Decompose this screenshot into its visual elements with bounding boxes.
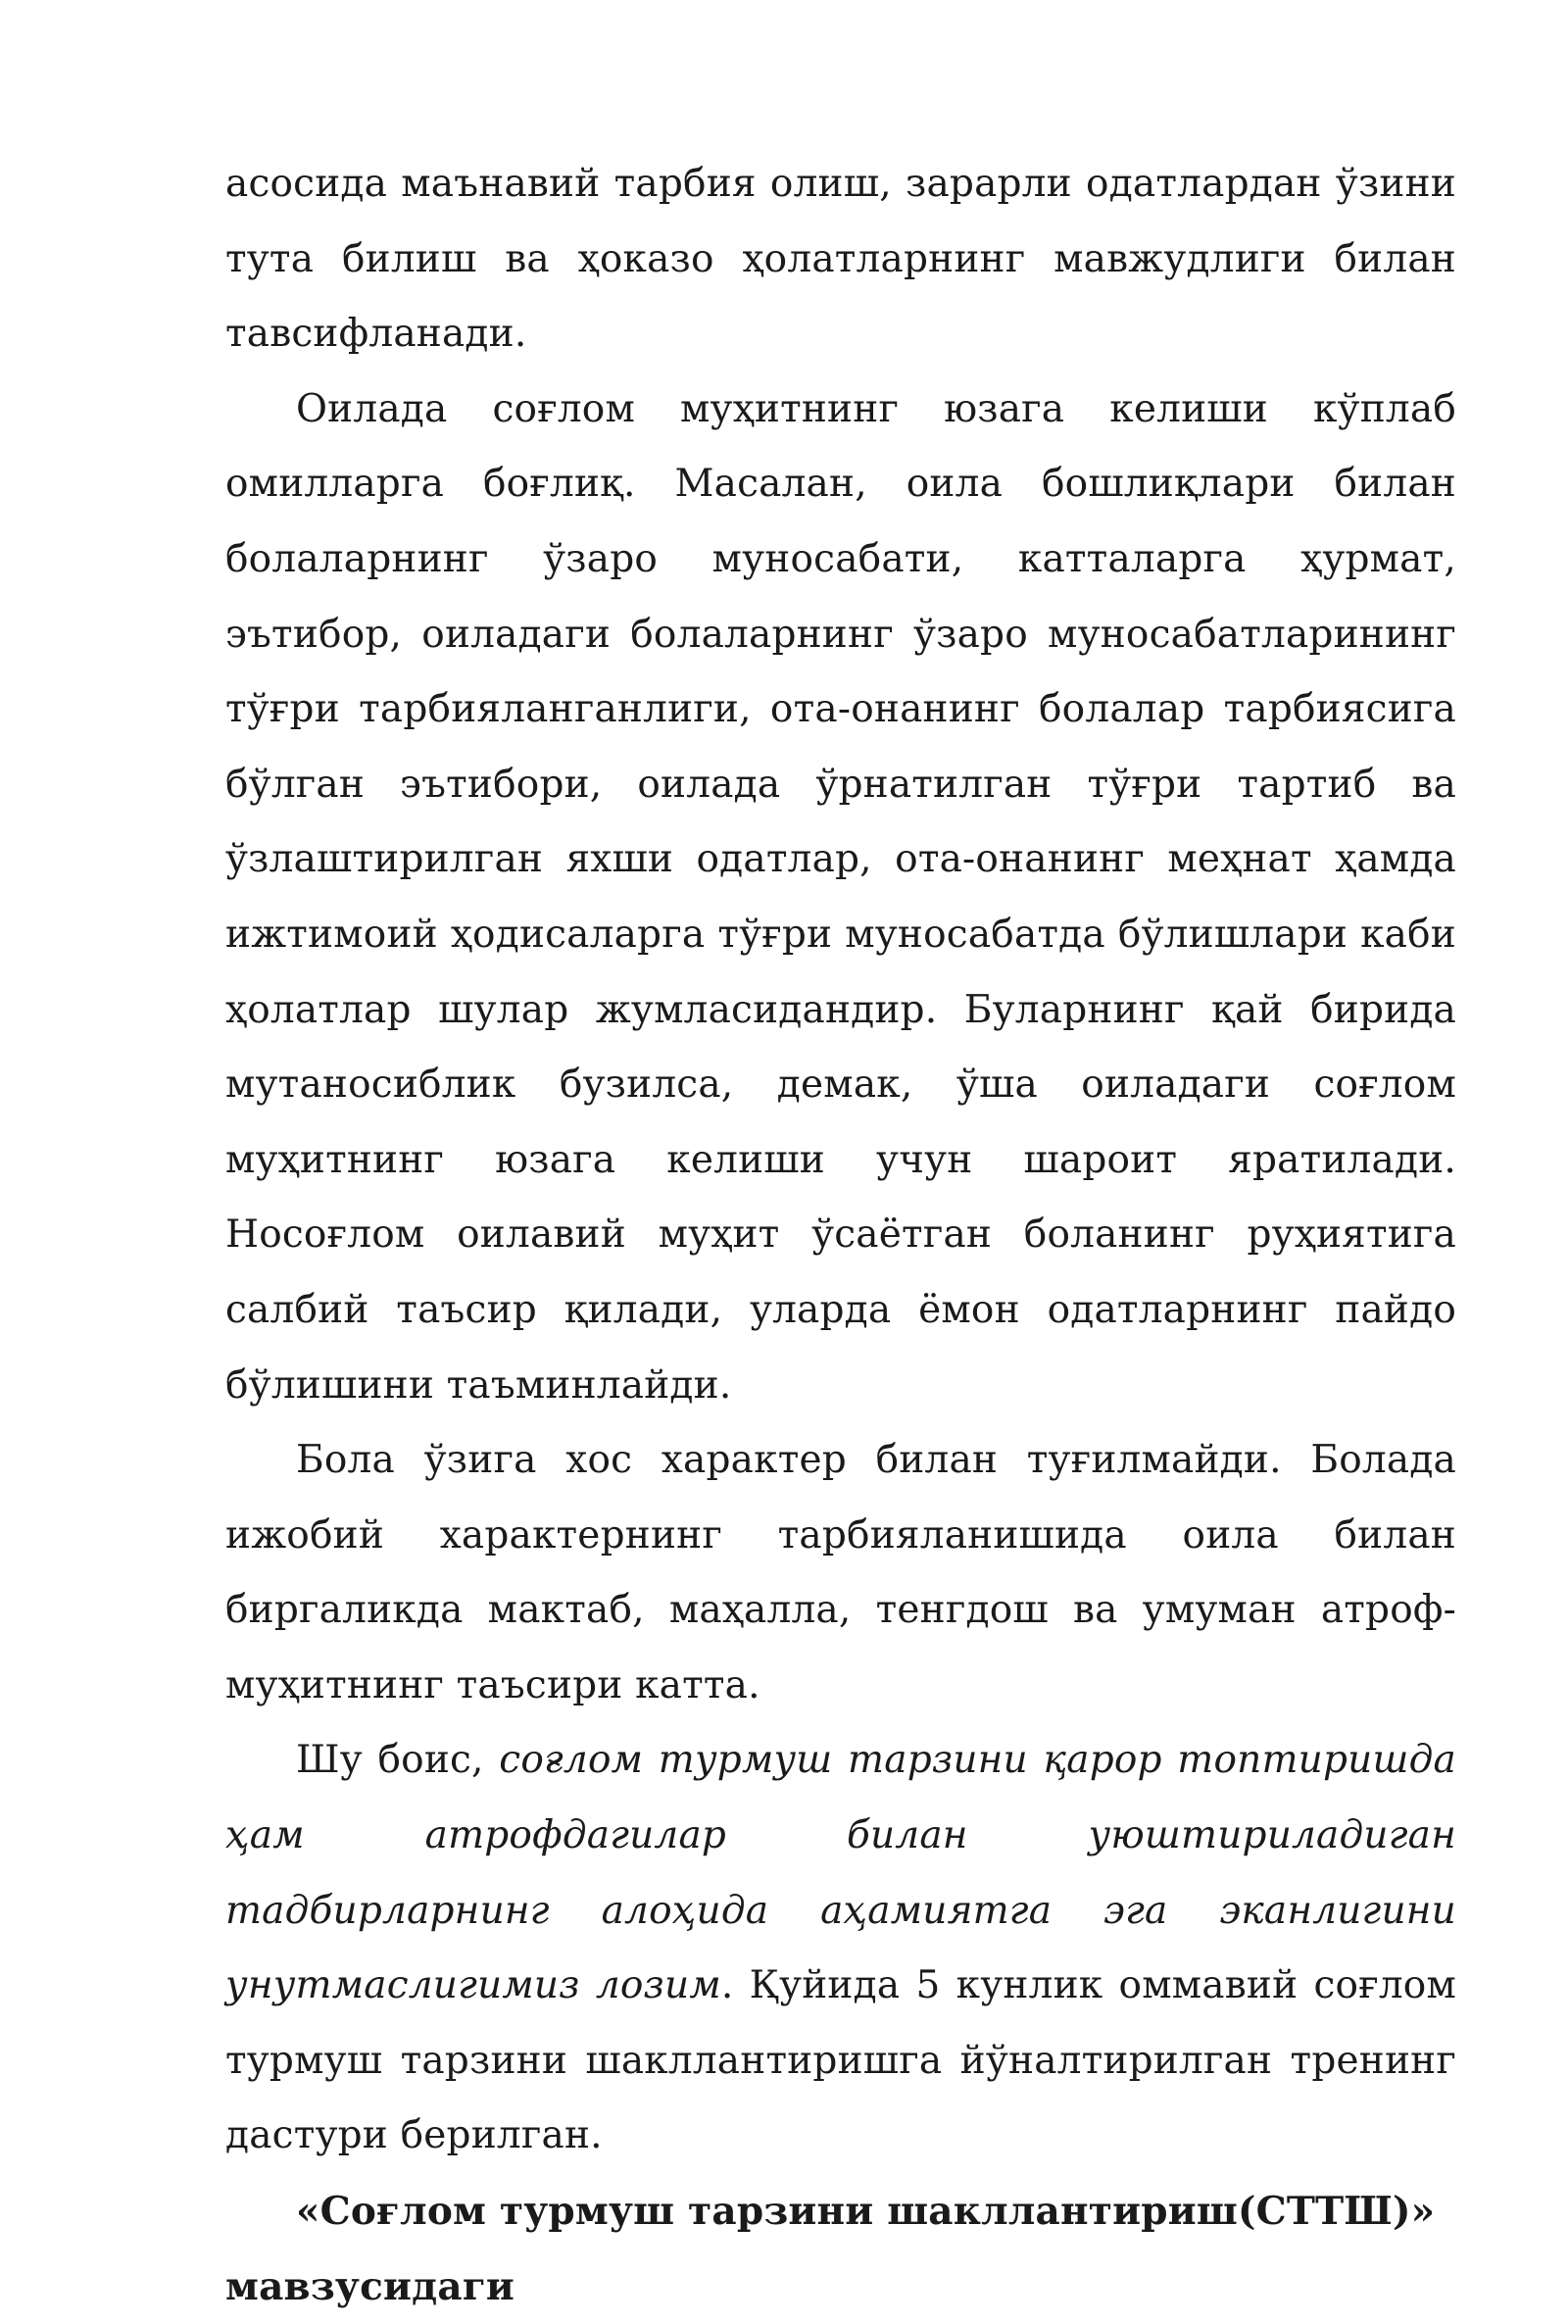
paragraph-4	[225, 1723, 1456, 2174]
paragraph-3: Бола ўзига хос характер билан туғилмайди. Болада ижобий характернинг тарбияланишида оила билан биргаликда мактаб, маҳалла, тенгдош ва умуман атроф-муҳитнинг таъсири катта.	[225, 1438, 1456, 1707]
paragraph-4-italic: соғлом турмуш тарзини қарор топтиришда ҳам атрофдагилар билан уюштириладиган тадбирларнинг алоҳида аҳамиятга эга эканлигини унутмаслигимиз лозим	[225, 1738, 1456, 2008]
document-page	[225, 147, 1456, 2324]
paragraph-4-end: . Қуйида 5 кунлик оммавий соғлом турмуш тарзини шакллантиришга йўналтирилган тренинг дастури берилган.	[225, 1963, 1457, 2158]
paragraph-2: Оилада соғлом муҳитнинг юзага келиши кўплаб омилларга боғлиқ. Масалан, оила бошлиқлари билан болаларнинг ўзаро муносабати, катталарга ҳурмат, эътибор, оиладаги болаларнинг ўзаро муносабатларининг тўғри тарбияланганлиги, ота-онанинг болалар тарбиясига бўлган эътибори, оилада ўрнатилган тўғри тартиб ва ўзлаштирилган яхши одатлар, ота-онанинг меҳнат ҳамда ижтимоий ҳодисаларга тўғри муносабатда бўлишлари каби ҳолатлар шулар жумласидандир. Буларнинг қай бирида мутаносиблик бузилса, демак, ўша оиладаги соғлом муҳитнинг юзага келиши учун шароит яратилади. Носоғлом оилавий муҳит ўсаётган боланинг руҳиятига салбий таъсир қилади, уларда ёмон одатларнинг пайдо бўлишини таъминлайди.	[225, 386, 1456, 1408]
section-heading-line-2: мавзусидаги	[225, 2263, 515, 2309]
section-heading-line-1: «Соғлом турмуш тарзини шакллантириш(СТТШ)»	[296, 2189, 1436, 2235]
paragraph-1: асосида маънавий тарбия олиш, зарарли одатлардан ўзини тута билиш ва ҳоказо ҳолатларнинг мавжудлиги билан тавсифланади.	[225, 162, 1456, 357]
paragraph-4-start: Шу боис,	[296, 1738, 500, 1783]
